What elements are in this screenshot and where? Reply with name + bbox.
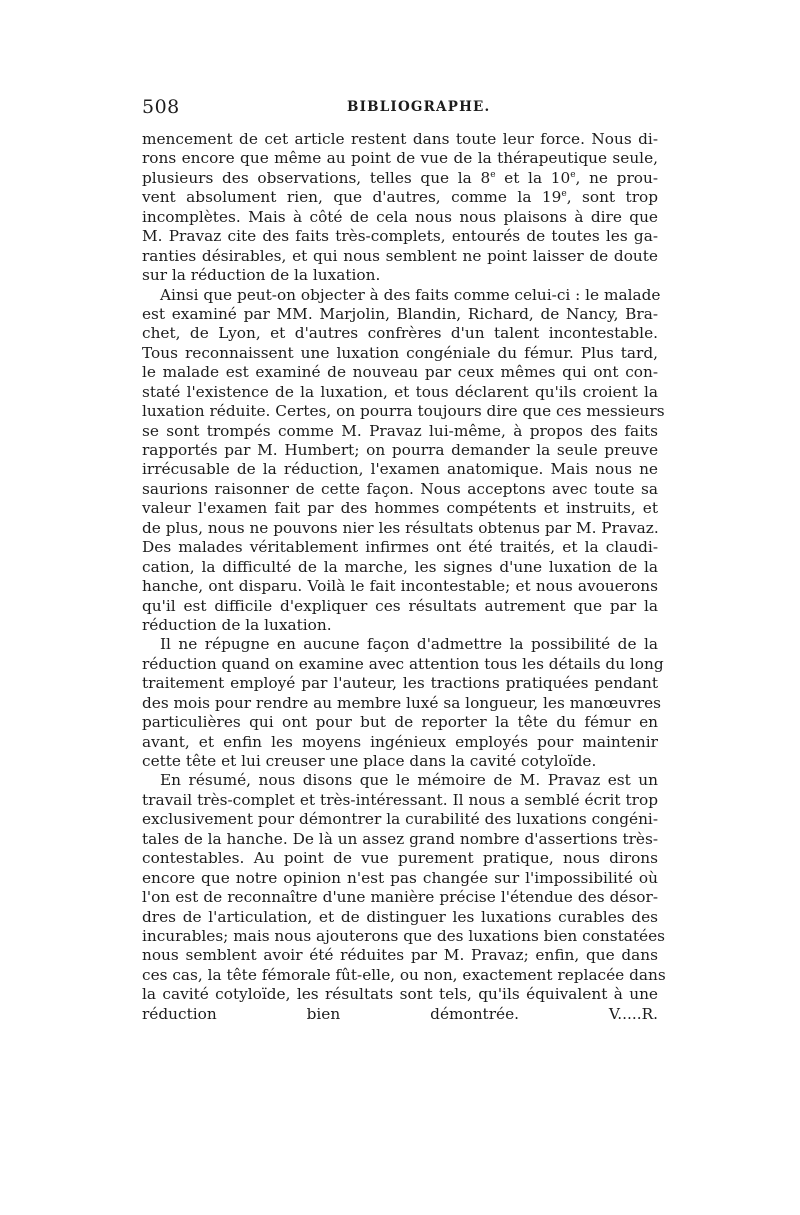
text-line: tales de la hanche. De là un assez grand nombre d'assertions très-	[142, 829, 658, 848]
text-line: En résumé, nous disons que le mémoire de M. Pravaz est un	[160, 771, 658, 790]
text-line: vent absolument rien, que d'autres, comme la 19e, sont trop	[142, 188, 659, 207]
text-line: exclusivement pour démontrer la curabilité des luxations congéni-	[142, 810, 658, 829]
text-line: M. Pravaz cite des faits très-complets, entourés de toutes les ga-	[142, 227, 658, 246]
text-line: Des malades véritablement infirmes ont été traités, et la claudi-	[142, 538, 658, 557]
text-line: irrécusable de la réduction, l'examen anatomique. Mais nous ne	[142, 460, 658, 479]
text-line: réduction bien démontrée. V.....R.	[142, 1004, 658, 1023]
text-line: contestables. Au point de vue purement pratique, nous dirons	[142, 849, 658, 868]
text-line: saurions raisonner de cette façon. Nous acceptons avec toute sa	[142, 479, 658, 498]
text-line: rapportés par M. Humbert; on pourra demander la seule preuve	[142, 441, 658, 459]
text-line: travail très-complet et très-intéressant. Il nous a semblé écrit trop	[142, 790, 658, 809]
text-line: cation, la difficulté de la marche, les signes d'une luxation de la	[142, 557, 658, 576]
text-line: réduction quand on examine avec attention tous les détails du long	[142, 654, 664, 673]
text-line: traitement employé par l'auteur, les tractions pratiquées pendant	[142, 674, 658, 693]
text-line: réduction de la luxation.	[142, 615, 332, 634]
text-line: avant, et enfin les moyens ingénieux employés pour maintenir	[142, 732, 658, 751]
text-line: hanche, ont disparu. Voilà le fait incontestable; et nous avouerons	[142, 577, 658, 596]
text-line: Il ne répugne en aucune façon d'admettre la possibilité de la	[160, 635, 658, 654]
text-line: incomplètes. Mais à côté de cela nous nous plaisons à dire que	[142, 207, 658, 226]
text-line: valeur l'examen fait par des hommes compétents et instruits, et	[142, 499, 658, 518]
text-line: est examiné par MM. Marjolin, Blandin, Richard, de Nancy, Bra-	[142, 304, 658, 323]
text-line: qu'il est difficile d'expliquer ces résultats autrement que par la	[142, 596, 658, 615]
text-line: nous semblent avoir été réduites par M. Pravaz; enfin, que dans	[142, 946, 658, 965]
text-line: dres de l'articulation, et de distinguer les luxations curables des	[142, 907, 658, 926]
text-line: ces cas, la tête fémorale fût-elle, ou non, exactement replacée dans	[142, 965, 666, 984]
text-line: staté l'existence de la luxation, et tous déclarent qu'ils croient la	[142, 382, 658, 401]
text-line: cette tête et lui creuser une place dans la cavité cotyloïde.	[142, 752, 597, 770]
text-line: Ainsi que peut-on objecter à des faits comme celui-ci : le malade	[160, 285, 661, 304]
text-line: particulières qui ont pour but de reporter la tête du fémur en	[142, 713, 658, 732]
text-line: ranties désirables, et qui nous semblent ne point laisser de doute	[142, 246, 658, 265]
body-text	[142, 130, 666, 1024]
text-line: des mois pour rendre au membre luxé sa longueur, les manœuvres	[142, 693, 662, 712]
text-line: mencement de cet article restent dans toute leur force. Nous di-	[142, 130, 658, 148]
text-line: incurables; mais nous ajouterons que des luxations bien constatées	[142, 926, 665, 945]
running-head: BIBLIOGRAPHE.	[347, 99, 491, 115]
text-line: chet, de Lyon, et d'autres confrères d'un talent incontestable.	[142, 324, 658, 343]
page-header	[142, 96, 658, 120]
text-line: encore que notre opinion n'est pas changée sur l'impossibilité où	[142, 868, 658, 887]
text-line: la cavité cotyloïde, les résultats sont tels, qu'ils équivalent à une	[142, 985, 658, 1004]
text-line: rons encore que même au point de vue de la thérapeutique seule,	[142, 149, 658, 168]
text-line: Tous reconnaissent une luxation congéniale du fémur. Plus tard,	[142, 343, 658, 362]
text-line: sur la réduction de la luxation.	[142, 266, 381, 285]
text-line: le malade est examiné de nouveau par ceux mêmes qui ont con-	[142, 363, 658, 382]
text-line: se sont trompés comme M. Pravaz lui-même, à propos des faits	[142, 421, 658, 440]
page-number: 508	[142, 96, 180, 118]
text-line: de plus, nous ne pouvons nier les résultats obtenus par M. Pravaz.	[142, 518, 659, 537]
text-line: luxation réduite. Certes, on pourra toujours dire que ces messieurs	[142, 402, 665, 421]
text-line: l'on est de reconnaître d'une manière précise l'étendue des désor-	[142, 888, 658, 907]
text-line: plusieurs des observations, telles que la 8e et la 10e, ne prou-	[142, 168, 658, 187]
